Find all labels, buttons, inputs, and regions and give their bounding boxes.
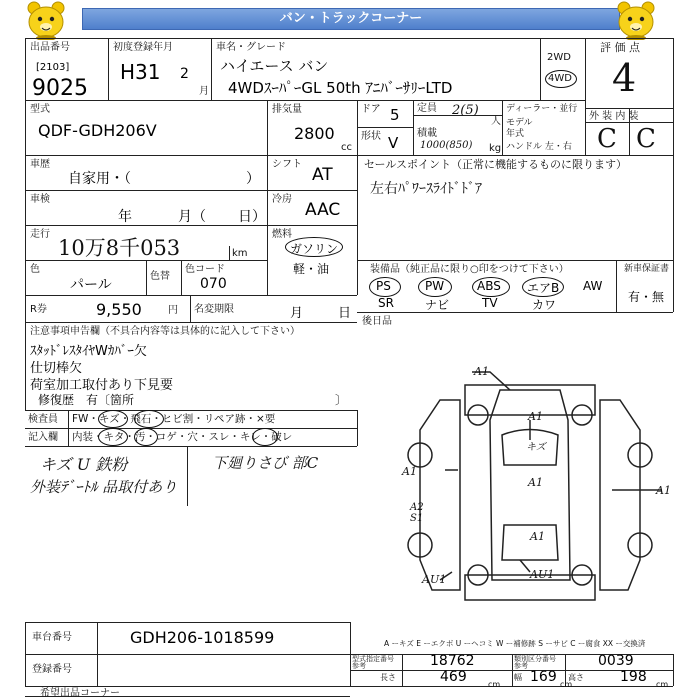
shift-label: シフト bbox=[272, 159, 302, 170]
damage-mark: キズ bbox=[526, 442, 546, 453]
height-unit: cm bbox=[656, 680, 669, 689]
door-label: ドア bbox=[361, 104, 381, 115]
width: 169 bbox=[530, 669, 557, 685]
model-label: 型式 bbox=[30, 104, 50, 115]
shaken-year: 年 bbox=[118, 209, 132, 225]
note-line-1: ｽﾀｯﾄﾞﾚｽﾀｲﾔWｶﾊﾞｰ欠 bbox=[30, 344, 147, 359]
inspector-row1: FW・キズ・飛石・ヒビ割・リペア跡・×要 bbox=[72, 413, 276, 425]
damage-mark: A2 S1 bbox=[410, 502, 424, 524]
overall-score: 4 bbox=[612, 56, 637, 100]
equip-navi: ナビ bbox=[425, 298, 450, 312]
lot-code: [2103] bbox=[36, 62, 70, 73]
seats: 2(5) bbox=[452, 103, 479, 118]
shift: AT bbox=[312, 165, 333, 185]
equip-abs: ABS bbox=[477, 279, 501, 293]
height-label: 高さ bbox=[568, 673, 584, 682]
door-count: 5 bbox=[390, 106, 400, 124]
drive-2wd: 2WD bbox=[547, 52, 571, 63]
damage-mark: A1 bbox=[402, 465, 417, 478]
rear-items-label: 後日品 bbox=[362, 316, 392, 327]
chassis-label: 車台番号 bbox=[32, 632, 72, 643]
damage-mark: A1 bbox=[528, 410, 543, 423]
history-close: ） bbox=[246, 171, 260, 187]
yen-unit: 円 bbox=[168, 305, 178, 316]
type-number-label: 型式指定番号 参考 bbox=[352, 655, 394, 670]
load-capacity: 1000(850) bbox=[420, 140, 473, 151]
history-label: 車歴 bbox=[30, 159, 50, 170]
color-code-label: 色コード bbox=[185, 264, 225, 275]
meigi-label: 名変期限 bbox=[194, 304, 234, 315]
bear-mascot-icon bbox=[612, 0, 660, 40]
recycle-label: R券 bbox=[30, 304, 47, 315]
meigi-month: 月 bbox=[290, 306, 304, 321]
equip-leather: カワ bbox=[532, 298, 557, 312]
odometer: 10万8千053 bbox=[58, 236, 181, 260]
drive-4wd: 4WD bbox=[548, 73, 572, 84]
equip-airbag: エアB bbox=[527, 281, 560, 295]
handwritten-note-2: 外装ﾃﾞｰﾄﾙ 品取付あり bbox=[30, 478, 178, 496]
handwritten-note-3: 下廻りさび 部C bbox=[212, 454, 319, 472]
repair-history: 修復歴 有〔箇所 bbox=[38, 393, 135, 407]
width-label: 幅 bbox=[514, 673, 522, 682]
exterior-score: C bbox=[597, 124, 617, 154]
damage-mark: AU1 bbox=[422, 573, 447, 586]
inspector-row1-label: 検査員 bbox=[28, 414, 58, 425]
length-unit: cm bbox=[488, 680, 501, 689]
car-name-label: 車名・グレード bbox=[216, 42, 286, 53]
note-line-2: 仕切棒欠 bbox=[30, 361, 83, 376]
damage-mark: AU1 bbox=[530, 568, 555, 581]
type-number: 18762 bbox=[430, 653, 475, 669]
inspector-row2: 内装・キタ・汚・コゲ・穴・スレ・キレ・破レ bbox=[72, 431, 293, 443]
equipment-label: 装備品（純正品に限り○印をつけて下さい） bbox=[370, 264, 569, 275]
recycle-fee: 9,550 bbox=[96, 300, 142, 319]
shape-label: 形状 bbox=[361, 131, 381, 142]
length-label: 長さ bbox=[380, 673, 396, 682]
registration-year: H31 bbox=[120, 60, 161, 84]
equip-pw: PW bbox=[425, 279, 445, 293]
first-registration-label: 初度登録年月 bbox=[113, 42, 173, 53]
class-number-label: 類別区分番号 参考 bbox=[514, 655, 556, 670]
load-label: 積載 bbox=[417, 128, 437, 139]
damage-mark: A1 bbox=[474, 365, 489, 378]
meigi-day: 日 bbox=[338, 306, 352, 321]
interior-score: C bbox=[636, 124, 656, 154]
color-label: 色 bbox=[30, 264, 40, 275]
handle-label: ハンドル 左・右 bbox=[506, 142, 572, 152]
fuel-diesel: 軽・油 bbox=[293, 262, 330, 276]
load-unit: kg bbox=[489, 143, 502, 154]
fuel-label: 燃料 bbox=[272, 229, 292, 240]
km-unit: km bbox=[232, 248, 248, 259]
damage-mark: A1 bbox=[530, 530, 545, 543]
width-unit: cm bbox=[560, 680, 573, 689]
shaken-month: 月（ bbox=[178, 209, 206, 225]
model-year-label: モデル年式 bbox=[506, 118, 533, 139]
repair-history-close: 〕 bbox=[335, 393, 348, 407]
note-line-3: 荷室加工取付あり下見要 bbox=[30, 378, 174, 393]
lot-number: 9025 bbox=[32, 76, 88, 101]
model-code: QDF-GDH206V bbox=[38, 121, 157, 140]
notes-label: 注意事項申告欄（不具合内容等は具体的に記入して下さい） bbox=[30, 326, 300, 337]
equip-ps: PS bbox=[376, 279, 391, 293]
warranty-label: 新車保証書 bbox=[624, 264, 670, 274]
car-name: ハイエース バン bbox=[220, 57, 329, 75]
inspector-row2-label: 記入欄 bbox=[28, 432, 58, 443]
handwritten-note-1: キズ U 鉄粉 bbox=[40, 455, 128, 474]
odometer-label: 走行 bbox=[30, 229, 50, 240]
vehicle-history: 自家用・（ bbox=[68, 171, 131, 187]
damage-mark: A1 bbox=[656, 484, 671, 497]
displacement-label: 排気量 bbox=[272, 104, 302, 115]
preferred-corner-label: 希望出品コーナー bbox=[40, 688, 120, 699]
fuel-gasoline: ガソリン bbox=[290, 242, 339, 256]
dealer-label: ディーラー・並行 bbox=[506, 104, 578, 114]
shaken-day: 日） bbox=[238, 209, 266, 225]
body-color: パール bbox=[70, 277, 112, 293]
displacement: 2800 bbox=[294, 124, 335, 143]
body-shape: V bbox=[388, 134, 399, 152]
ext-int-label: 外 装 内 装 bbox=[589, 111, 639, 122]
lot-number-label: 出品番号 bbox=[30, 42, 70, 53]
class-number: 0039 bbox=[598, 653, 634, 669]
height: 198 bbox=[620, 669, 647, 685]
shaken-label: 車検 bbox=[30, 194, 50, 205]
equip-aw: AW bbox=[583, 279, 603, 293]
warranty: 有・無 bbox=[628, 290, 665, 304]
damage-legend: A ーキズ E ーエクボ U ーヘコミ W ー補修跡 S ーサビ C ー腐食 XX ー交換済 bbox=[384, 639, 646, 648]
seats-label: 定員 bbox=[417, 103, 437, 114]
bear-mascot-icon bbox=[22, 0, 70, 40]
chassis-number: GDH206-1018599 bbox=[130, 628, 275, 647]
month-unit: 月 bbox=[199, 86, 209, 97]
registration-month: 2 bbox=[180, 66, 189, 82]
color-change-label: 色替 bbox=[150, 271, 170, 282]
equip-sr: SR bbox=[378, 296, 394, 310]
registration-number-label: 登録番号 bbox=[32, 664, 72, 675]
equip-tv: TV bbox=[482, 296, 498, 310]
seats-unit: 人 bbox=[491, 116, 501, 127]
score-label: 評 価 点 bbox=[600, 41, 640, 54]
corner-banner: バン・トラックコーナー bbox=[82, 8, 620, 30]
car-grade: 4WDｽｰﾊﾟｰGL 50th ｱﾆﾊﾞｰｻﾘｰLTD bbox=[228, 79, 453, 97]
sales-point-text: 左右ﾊﾟﾜｰｽﾗｲﾄﾞﾄﾞｱ bbox=[370, 181, 482, 197]
length: 469 bbox=[440, 669, 467, 685]
air-conditioning: AAC bbox=[305, 200, 341, 220]
damage-mark: A1 bbox=[528, 476, 543, 489]
color-code: 070 bbox=[200, 276, 227, 292]
cc-unit: cc bbox=[341, 142, 352, 153]
ac-label: 冷房 bbox=[272, 194, 292, 205]
sales-point-label: セールスポイント（正常に機能するものに限ります） bbox=[364, 158, 628, 171]
